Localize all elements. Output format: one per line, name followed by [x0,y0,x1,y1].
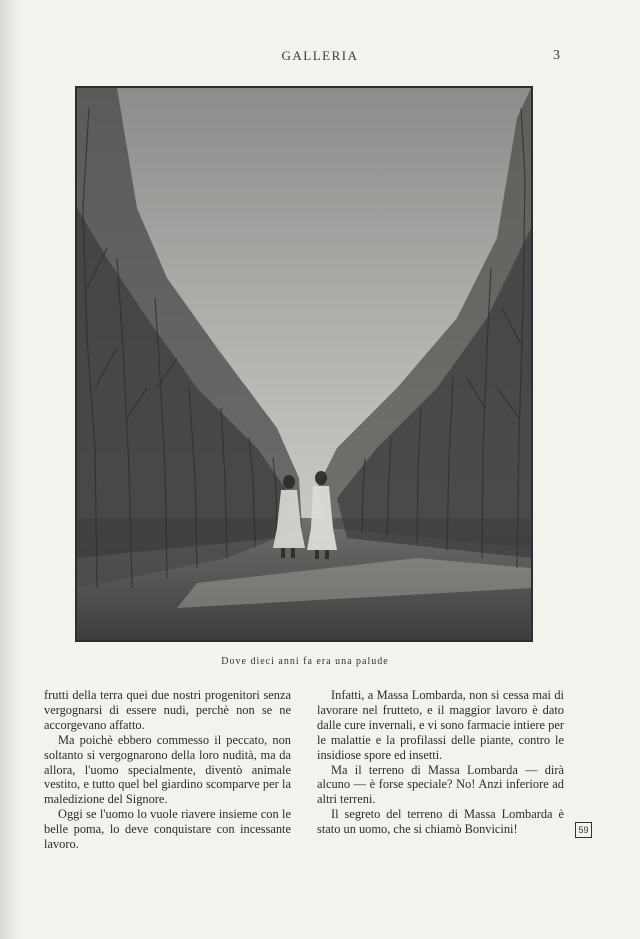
page-edge-shadow [0,0,22,939]
paragraph: Ma poichè ebbero commesso il peccato, non soltanto si vergognarono della loro nudità, ma da allora, l'uomo specialmente, diventò animale vestito, e tutto quel bel giardino scomparve per la maledizione del Signore. [44,732,291,807]
left-text-column [44,688,291,852]
paragraph: Oggi se l'uomo lo vuole riavere insieme con le belle poma, lo deve conquistare con incessante lavoro. [44,807,291,852]
paragraph: frutti della terra quei due nostri progenitori senza vergognarsi di essere nudi, perchè non se ne accorgevano affatto. [44,688,291,732]
side-page-badge: 59 [575,822,592,838]
paragraph: Infatti, a Massa Lombarda, non si cessa mai di lavorare nel frutteto, e il maggior lavoro è dato dalle cure invernali, e vi sono farmacie intiere per le malattie e la profilassi delle piante, contro le insidiose spore ed insetti. [317,688,564,762]
orchard-photo-illustration [77,88,531,640]
orchard-photograph [75,86,533,642]
running-title: GALLERIA [281,48,359,63]
right-text-column [317,688,564,837]
paragraph: Ma il terreno di Massa Lombarda — dirà alcuno — è forse speciale? No! Anzi inferiore ad altri terreni. [317,762,564,807]
paragraph: Il segreto del terreno di Massa Lombarda è stato un uomo, che si chiamò Bonvicini! [317,807,564,837]
page-number: 3 [553,48,560,63]
figure-caption: Dove dieci anni fa era una palude [221,656,389,667]
